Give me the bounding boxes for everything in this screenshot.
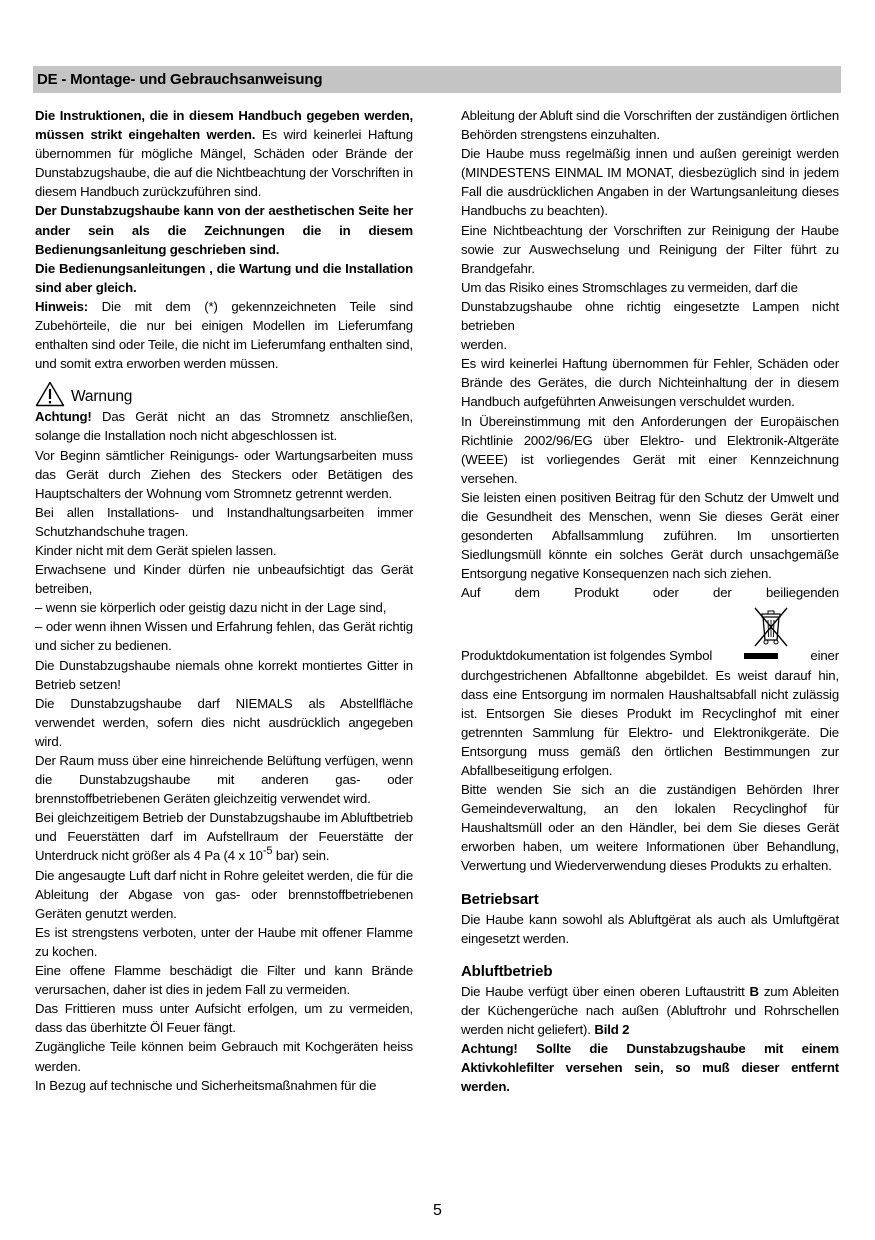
paragraph: werden. (461, 337, 507, 353)
page-number: 5 (433, 1202, 442, 1219)
weee-symbol-row (461, 602, 839, 646)
outlet-label: B (749, 983, 759, 999)
exponent: -5 (262, 845, 273, 858)
paragraph: Dunstabzugshaube ohne richtig eingesetzte Lampen nicht betrieben (461, 298, 839, 334)
paragraph: Die Dunstabzugshaube darf NIEMALS als Abstellfläche verwendet werden, sofern dies nicht ausdrücklich angegeben wird. (35, 695, 413, 749)
note-appearance (35, 201, 413, 258)
paragraph: Es wird keinerlei Haftung übernommen für Fehler, Schäden oder Brände des Gerätes, die durch Nichteinhaltung der in diesem Handbuch aufgeführten Anweisungen verschuldet wurden. (461, 356, 839, 410)
pressure-paragraph (35, 808, 413, 865)
word: der (713, 585, 732, 601)
paragraph: Ableitung der Abluft sind die Vorschriften der zuständigen örtlichen Behörden strengstens einzuhalten. (461, 108, 839, 143)
paragraph: – oder wenn ihnen Wissen und Erfahrung fehlen, das Gerät richtig und sicher zu bedienen. (35, 619, 413, 654)
paragraph: Die Dunstabzugshaube niemals ohne korrekt montiertes Gitter in Betrieb setzen! (35, 657, 413, 692)
warning-triangle-icon (35, 381, 65, 407)
paragraph: – wenn sie körperlich oder geistig dazu nicht in der Lage sind, (35, 600, 387, 616)
paragraph: In Bezug auf technische und Sicherheitsmaßnahmen für die (35, 1077, 377, 1093)
paragraph: Der Raum muss über eine hinreichende Belüftung verfügen, wenn die Dunstabzugshaube mit anderen gas- oder brennstoffbetriebenen Geräten gleichzeitig verwendet wird. (35, 753, 413, 807)
paragraph: Zugängliche Teile können beim Gebrauch mit Kochgeräten heiss werden. (35, 1039, 413, 1074)
word: dem (514, 585, 540, 601)
symbol-line (461, 646, 839, 665)
abluft-text: Die Haube verfügt über einen oberen Luftaustritt (461, 983, 750, 999)
warning-title: Warnung (71, 388, 133, 406)
abluft-text-2: zum Ableiten der Küchengerüche nach außen (Abluftrohr und Rohrschellen werden nicht geliefert). (461, 983, 839, 1037)
pressure-text: Bei gleichzeitigem Betrieb der Dunstabzugshaube im Abluftbetrieb und Feuerstätten darf im Aufstellraum der Feuerstätte der Unterdruck nicht größer als 4 Pa (4 x 10 (35, 810, 413, 864)
word: oder (652, 585, 679, 601)
note-appearance-text: Der Dunstabzugshaube kann von der aesthetischen Seite her ander sein als die Zeichnungen die in diesem Bedienungsanleitung geschrieben sind. (35, 203, 413, 257)
word: Produkt (574, 585, 619, 601)
right-column (461, 106, 839, 1096)
paragraph: Kinder nicht mit dem Gerät spielen lassen. (35, 542, 277, 558)
figure-ref: Bild 2 (594, 1021, 630, 1037)
attention-paragraph (35, 407, 413, 445)
pressure-text-end: bar) sein. (272, 848, 330, 864)
note-manual-text: Die Bedienungsanleitungen , die Wartung und die Installation sind aber gleich. (35, 260, 413, 295)
abluftbetrieb-heading: Abluftbetrieb (461, 962, 553, 980)
paragraph: Sie leisten einen positiven Beitrag für den Schutz der Umwelt und die Gesundheit des Menschen, wenn Sie dieses Gerät einer gesonderten Abfallsammlung zuführen. Im unsortierten Siedlungsmüll könnte ein solches Gerät durch unsachgemäße Entsorgung negative Konsequenzen nach sich ziehen. (461, 489, 839, 582)
paragraph: Bitte wenden Sie sich an die zuständigen Behörden Ihrer Gemeindeverwaltung, an den lokalen Recyclinghof für Haushaltsmüll oder an den Händler, bei dem Sie dieses Gerät erworben haben, um weitere Informationen über Behandlung, Verwertung und Wiederverwendung dieses Produkts zu erhalten. (461, 782, 839, 874)
word: beiliegenden (765, 585, 839, 601)
abluft-attention (461, 1039, 839, 1096)
hint-text: Die mit dem (*) gekennzeichneten Teile sind Zubehörteile, die nur bei einigen Modellen im Lieferumfang enthalten sind oder Teile, die nicht im Lieferumfang enthalten sind, und somit extra erworben werden müssen. (35, 298, 413, 372)
paragraph: Die Haube kann sowohl als Abluftgërat als auch als Umluftgërat eingesetzt werden. (461, 911, 839, 946)
intro-text: Es wird keinerlei Haftung übernommen für mögliche Mängel, Schäden oder Brände der Dunstabzugshaube, die auf die Nichtbeachtung der Vorschriften in diesem Handbuch zurückzuführen sind. (35, 127, 413, 200)
betriebsart-heading: Betriebsart (461, 890, 539, 908)
paragraph: Die Haube muss regelmäßig innen und außen gereinigt werden (MINDESTENS EINMAL IM MONAT, diesbezüglich sind in jedem Fall die ausdrücklichen Angaben in der Wartungsanleitung dieses Handbuchs zu beachten). (461, 146, 839, 219)
paragraph: In Übereinstimmung mit den Anforderungen der Europäischen Richtlinie 2002/96/EG über Elektro- und Elektronik-Altgeräte (WEEE) ist vorliegendes Gerät mit einer Kennzeichnung versehen. (461, 413, 839, 486)
paragraph: Vor Beginn sämtlicher Reinigungs- oder Wartungsarbeiten muss das Gerät durch Ziehen des Steckers oder Betätigen des Hauptschalters der Wohnung vom Stromnetz getrennt werden. (35, 447, 413, 501)
attention-text: Das Gerät nicht an das Stromnetz anschließen, solange die Installation noch nicht abgeschlossen ist. (35, 409, 413, 444)
abluft-paragraph (461, 982, 839, 1039)
section-header: DE - Montage- und Gebrauchsanweisung (33, 66, 841, 93)
paragraph: Das Frittieren muss unter Aufsicht erfolgen, um zu vermeiden, dass das überhitzte Öl Feuer fängt. (35, 1001, 413, 1036)
paragraph: durchgestrichenen Abfalltonne abgebildet. Es weist darauf hin, dass eine Entsorgung im normalen Haushaltsabfall nicht zulässig ist. Entsorgen Sie dieses Produkt im Recyclinghof mit einer getrennten Sammlung für Elektro- und Elektronikgeräte. Die Entsorgung muss gemäß den örtlichen Bestimmungen zur Abfallbeseitigung erfolgen. (461, 667, 839, 778)
crossed-out-bin-icon (751, 604, 791, 648)
intro-bold: Die Instruktionen, die in diesem Handbuch gegeben werden, müssen strikt eingehalten werden. (35, 108, 413, 143)
attention-label: Achtung! (35, 409, 92, 425)
abluft-attention-text: Achtung! Sollte die Dunstabzugshaube mit einem Aktivkohlefilter versehen sein, so muß dieser entfernt werden. (461, 1041, 839, 1095)
paragraph: Die angesaugte Luft darf nicht in Rohre geleitet werden, die für die Ableitung der Abgase von gas- oder brennstoffbetriebenen Geräten genutzt werden. (35, 867, 413, 921)
paragraph: Eine Nichtbeachtung der Vorschriften zur Reinigung der Haube sowie zur Auswechselung und Reinigung der Filter führt zu Brandgefahr. (461, 222, 839, 276)
intro-paragraph (35, 106, 413, 201)
left-column (35, 106, 413, 1095)
paragraph: Es ist strengstens verboten, unter der Haube mit offener Flamme zu kochen. (35, 924, 413, 959)
note-manual (35, 259, 413, 297)
symbol-text-end: einer (810, 648, 839, 664)
paragraph: Erwachsene und Kinder dürfen nie unbeaufsichtigt das Gerät betreiben, (35, 562, 413, 597)
word: Auf (461, 585, 481, 601)
paragraph: Eine offene Flamme beschädigt die Filter und kann Brände verursachen, daher ist dies in jedem Fall zu vermeiden. (35, 963, 413, 998)
warning-heading (35, 381, 413, 407)
paragraph: Um das Risiko eines Stromschlages zu vermeiden, darf die (461, 279, 798, 295)
symbol-text: Produktdokumentation ist folgendes Symbol (461, 648, 713, 664)
spread-line (461, 583, 839, 602)
black-bar-symbol (744, 653, 778, 659)
hint-paragraph (35, 297, 413, 373)
hint-label: Hinweis: (35, 298, 89, 314)
paragraph: Bei allen Installations- und Instandhaltungsarbeiten immer Schutzhandschuhe tragen. (35, 504, 413, 539)
